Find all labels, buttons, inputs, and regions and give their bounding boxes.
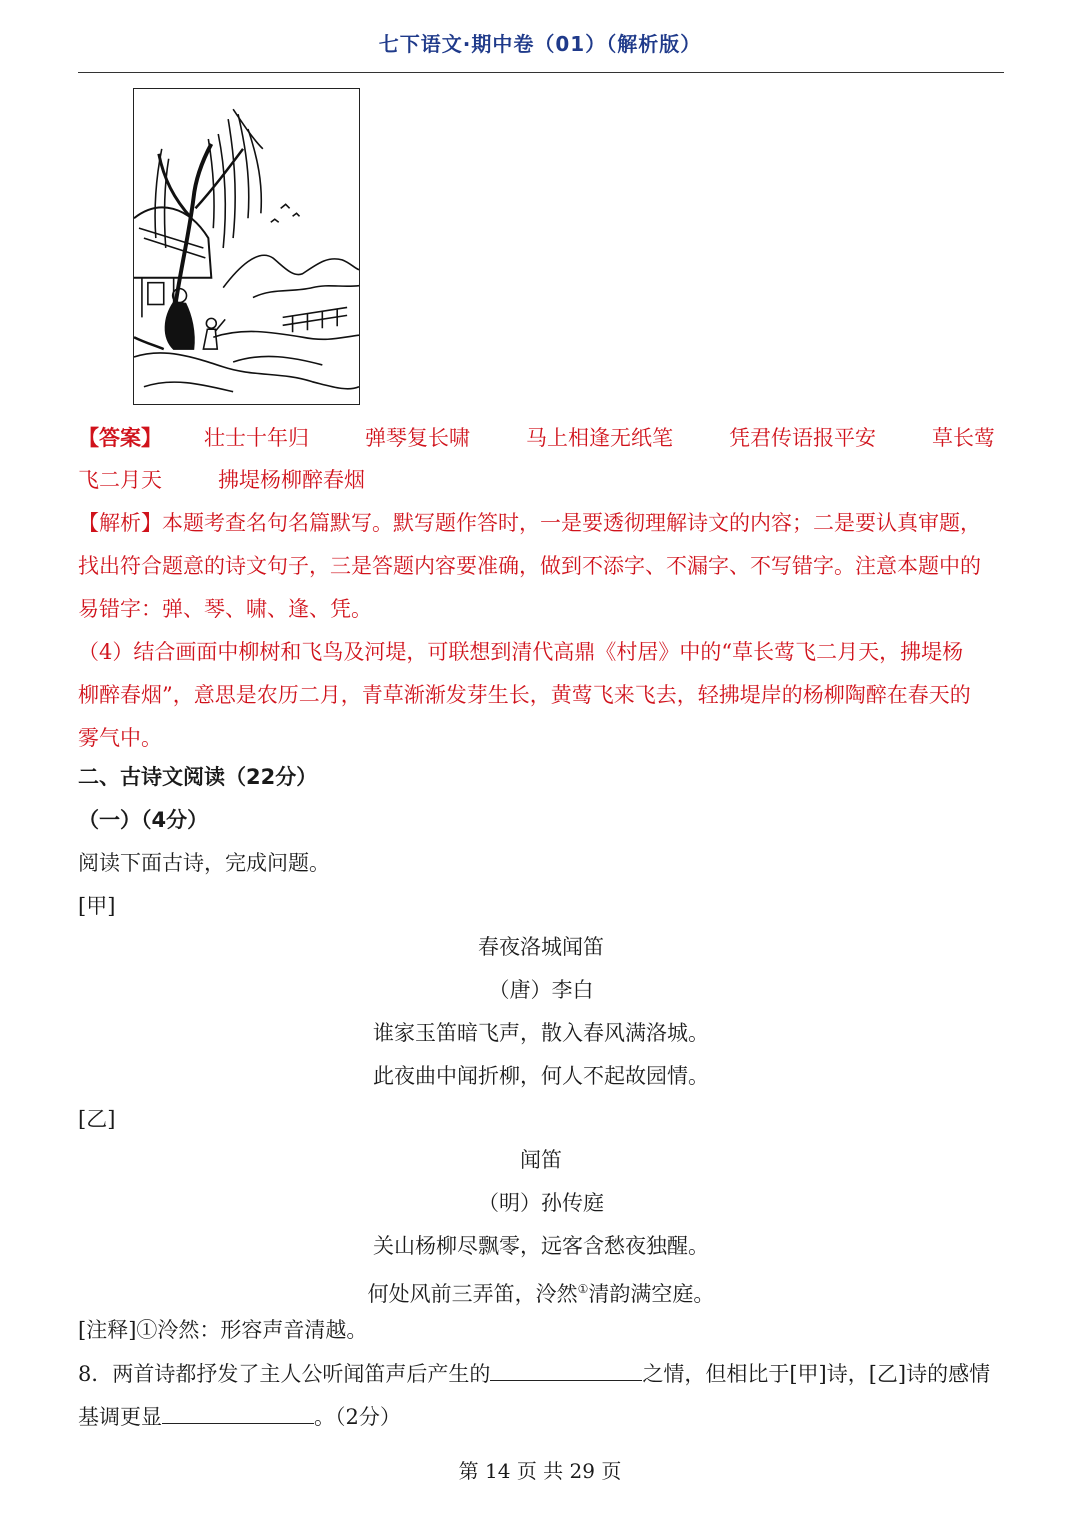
footnote-marker: ①	[577, 1282, 589, 1296]
answer-line-2	[78, 459, 1004, 502]
poem-a-title: 春夜洛城闻笛	[478, 935, 604, 959]
question-8-line-1	[78, 1352, 1004, 1396]
question-text: 。（2分）	[314, 1405, 401, 1429]
analysis-line: 雾气中。	[78, 726, 162, 750]
annotation-note: [注释]①泠然：形容声音清越。	[78, 1318, 368, 1342]
poem-b-line: 关山杨柳尽飘零，远客含愁夜独醒。	[373, 1234, 709, 1258]
header-divider	[78, 72, 1004, 73]
poem-b-tag: [乙]	[78, 1107, 116, 1131]
ink-landscape-illustration	[133, 88, 360, 405]
answer-item: 弹琴复长啸	[365, 426, 470, 450]
poem-a-tag: [甲]	[78, 894, 116, 918]
answer-blank-1[interactable]	[490, 1352, 642, 1381]
analysis-line: （4）结合画面中柳树和飞鸟及河堤，可联想到清代高鼎《村居》中的“草长莺飞二月天，拂堤杨	[78, 640, 964, 664]
analysis-line: 易错字：弹、琴、啸、逢、凭。	[78, 597, 372, 621]
poem-a-line: 谁家玉笛暗飞声，散入春风满洛城。	[373, 1021, 709, 1045]
answer-item: 拂堤杨柳醉春烟	[218, 468, 365, 492]
reading-instruction: 阅读下面古诗，完成问题。	[78, 851, 330, 875]
answer-item: 凭君传语报平安	[729, 426, 876, 450]
question-text: 基调更显	[78, 1405, 162, 1429]
answer-item: 草长莺	[932, 426, 995, 450]
subsection-title: （一）（4分）	[78, 808, 209, 832]
poem-b-line-part: 清韵满空庭。	[588, 1282, 715, 1306]
question-text: 8．两首诗都抒发了主人公听闻笛声后产生的	[78, 1362, 491, 1386]
section-title: 二、古诗文阅读（22分）	[78, 765, 318, 789]
analysis-line: 【解析】本题考查名句名篇默写。默写题作答时，一是要透彻理解诗文的内容；二是要认真审题，	[78, 511, 981, 535]
poem-b-author: （明）孙传庭	[478, 1191, 604, 1215]
answer-label: 【答案】	[78, 425, 162, 450]
answer-blank-2[interactable]	[162, 1395, 314, 1424]
poem-a-line: 此夜曲中闻折柳，何人不起故园情。	[373, 1064, 709, 1088]
analysis-line: 找出符合题意的诗文句子，三是答题内容要准确，做到不添字、不漏字、不写错字。注意本题中的	[78, 554, 981, 578]
analysis-line: 柳醉春烟”，意思是农历二月，青草渐渐发芽生长，黄莺飞来飞去，轻拂堤岸的杨柳陶醉在春天的	[78, 683, 971, 707]
poem-b-title: 闻笛	[520, 1148, 562, 1172]
answer-item: 飞二月天	[78, 468, 162, 492]
question-8-line-2	[78, 1395, 1004, 1439]
question-text: 之情，但相比于[甲]诗，[乙]诗的感情	[642, 1362, 991, 1386]
page-number-footer: 第 14 页 共 29 页	[458, 1459, 622, 1483]
page-header-title: 七下语文·期中卷（01）（解析版）	[378, 32, 702, 56]
answer-item: 壮士十年归	[204, 426, 309, 450]
poem-a-author: （唐）李白	[488, 978, 594, 1002]
answer-item: 马上相逢无纸笔	[526, 426, 673, 450]
answer-line-1	[78, 416, 1004, 460]
poem-b-line-part: 何处风前三弄笛，泠然	[367, 1282, 578, 1306]
